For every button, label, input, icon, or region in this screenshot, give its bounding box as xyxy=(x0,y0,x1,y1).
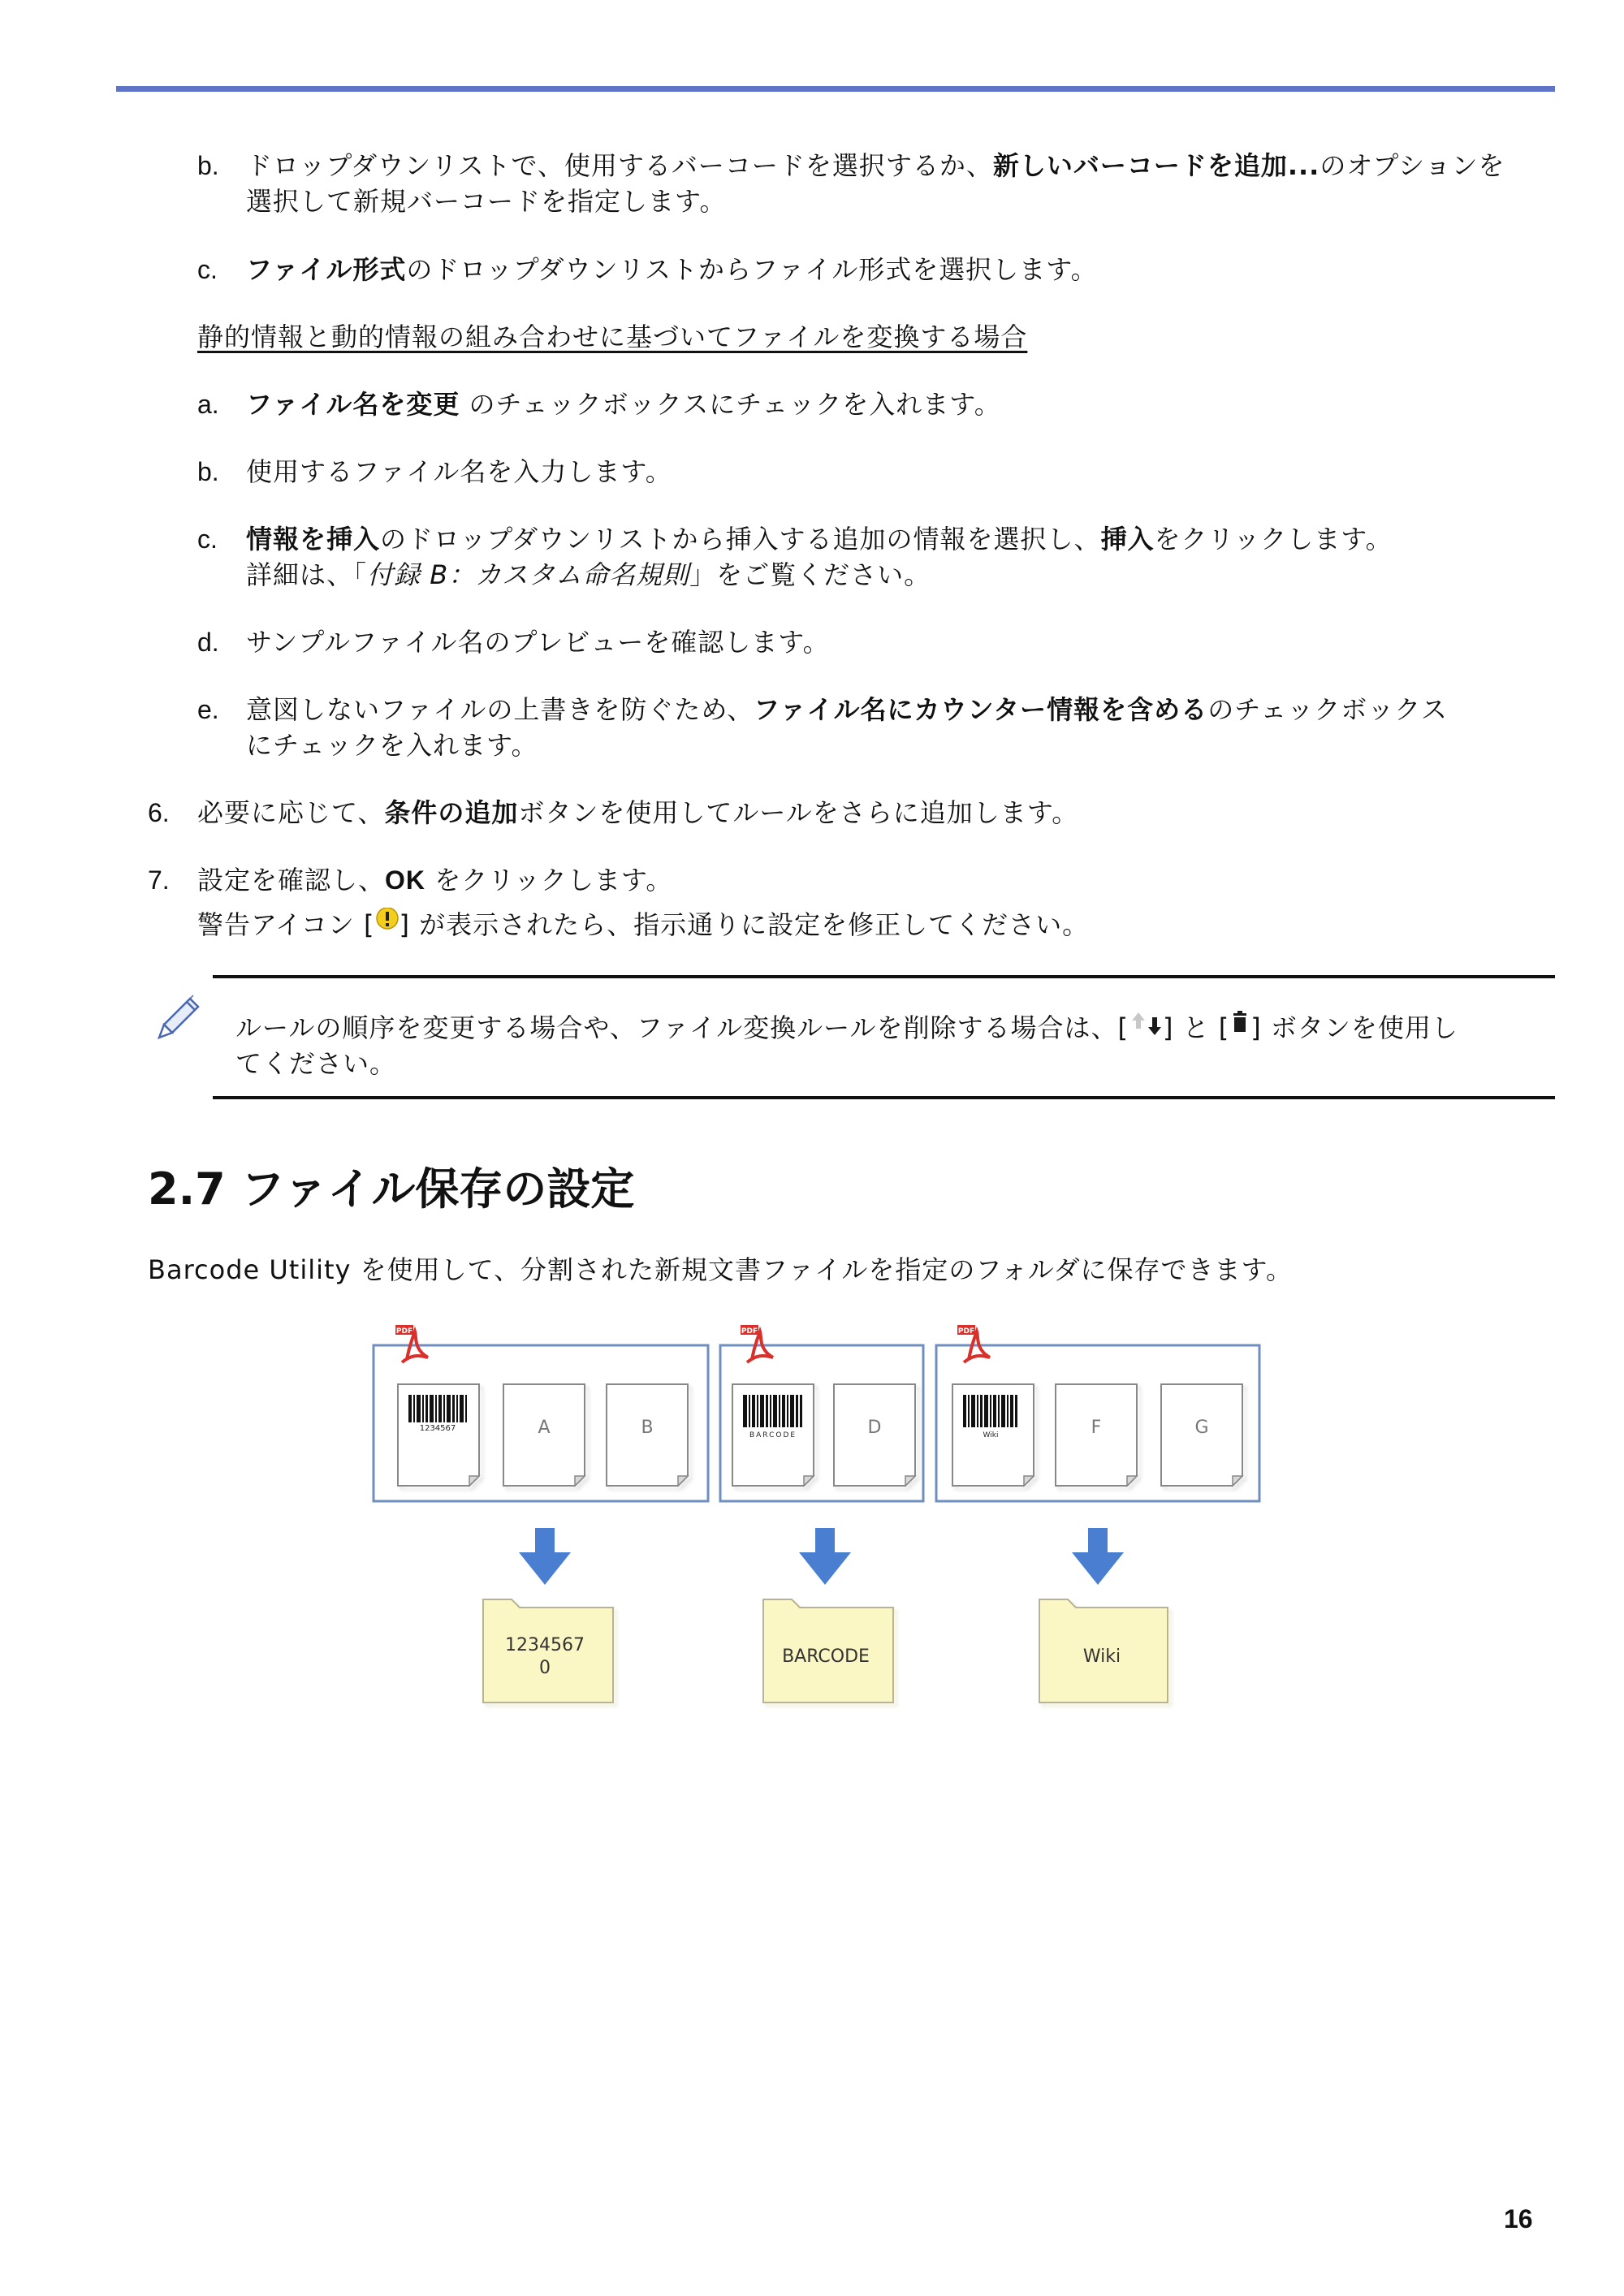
svg-text:BARCODE: BARCODE xyxy=(749,1431,797,1439)
step-text: 設定を確認し、OK をクリックします。 xyxy=(197,865,673,896)
list-marker: c. xyxy=(197,524,218,554)
list-item-text-continued: 選択して新規バーコードを指定します。 xyxy=(246,186,727,217)
list-item-text-continued: 詳細は、「付録 B：カスタム命名規則」をご覧ください。 xyxy=(246,559,931,590)
pencil-note-icon xyxy=(153,992,203,1042)
page-label: F xyxy=(1091,1418,1102,1438)
list-item-text-continued: にチェックを入れます。 xyxy=(246,730,538,761)
list-item-text: 意図しないファイルの上書きを防ぐため、ファイル名にカウンター情報を含めるのチェックボックス xyxy=(246,694,1448,725)
page-label: B xyxy=(641,1418,654,1438)
page-label: D xyxy=(867,1418,882,1438)
list-item-text: サンプルファイル名のプレビューを確認します。 xyxy=(246,627,830,658)
folder-label: BARCODE xyxy=(782,1646,870,1667)
list-marker: e. xyxy=(197,695,219,724)
note-top-rule xyxy=(213,975,1555,978)
list-marker: d. xyxy=(197,628,219,657)
page-number: 16 xyxy=(1504,2204,1533,2233)
section-heading: 2.7 ファイル保存の設定 xyxy=(148,1163,635,1215)
svg-text:Wiki: Wiki xyxy=(983,1431,999,1439)
list-item-text: 使用するファイル名を入力します。 xyxy=(246,456,672,487)
header-rule xyxy=(116,86,1555,92)
down-arrow-icon xyxy=(519,1528,571,1585)
warning-icon xyxy=(375,908,400,946)
folder-label: Wiki xyxy=(1082,1646,1121,1667)
svg-text:1234567: 1234567 xyxy=(419,1424,456,1433)
pdf-icon xyxy=(741,1325,773,1362)
note-text-continued: てください。 xyxy=(235,1048,397,1079)
list-item-text: ファイル名を変更 のチェックボックスにチェックを入れます。 xyxy=(246,389,1001,420)
list-marker: b. xyxy=(197,151,219,180)
list-marker: b. xyxy=(197,457,219,486)
intro-paragraph: Barcode Utility を使用して、分割された新規文書ファイルを指定のフォルダに保存できます。 xyxy=(148,1254,1293,1285)
move-up-icon[interactable] xyxy=(1129,1011,1163,1049)
step-text-continued: 警告アイコン [ ] が表示されたら、指示通りに設定を修正してください。 xyxy=(197,907,1089,946)
svg-text:PDF: PDF xyxy=(395,1327,413,1336)
note-bottom-rule xyxy=(213,1096,1555,1099)
svg-text:PDF: PDF xyxy=(957,1327,975,1336)
down-arrow-icon xyxy=(799,1528,851,1585)
list-marker: a. xyxy=(197,390,219,419)
page-label: G xyxy=(1194,1418,1209,1438)
step-number: 6. xyxy=(148,798,170,827)
appendix-link[interactable]: 付録 B：カスタム命名規則 xyxy=(367,559,690,590)
list-item-text: ファイル形式のドロップダウンリストからファイル形式を選択します。 xyxy=(246,254,1098,285)
list-item-text: ドロップダウンリストで、使用するバーコードを選択するか、新しいバーコードを追加...のオプションを xyxy=(246,150,1505,181)
pdf-icon xyxy=(395,1325,428,1362)
list-marker: c. xyxy=(197,255,218,284)
page-label: A xyxy=(538,1418,551,1438)
step-number: 7. xyxy=(148,865,170,895)
svg-text:PDF: PDF xyxy=(741,1327,758,1336)
step-text: 必要に応じて、条件の追加ボタンを使用してルールをさらに追加します。 xyxy=(197,797,1079,828)
list-item-text: 情報を挿入のドロップダウンリストから挿入する追加の情報を選択し、挿入をクリックします。 xyxy=(246,524,1393,555)
section-subtitle: 静的情報と動的情報の組み合わせに基づいてファイルを変換する場合 xyxy=(197,322,1028,352)
folder-label: 0 xyxy=(539,1658,551,1678)
down-arrow-icon xyxy=(1072,1528,1124,1585)
note-text: ルールの順序を変更する場合や、ファイル変換ルールを削除する場合は、[ ] と [ ] ボタンを使用し xyxy=(235,1010,1458,1049)
delete-icon[interactable] xyxy=(1229,1011,1250,1049)
pdf-icon xyxy=(957,1325,990,1362)
barcode-split-figure xyxy=(369,1323,1271,1713)
folder-label: 1234567 xyxy=(505,1635,585,1655)
